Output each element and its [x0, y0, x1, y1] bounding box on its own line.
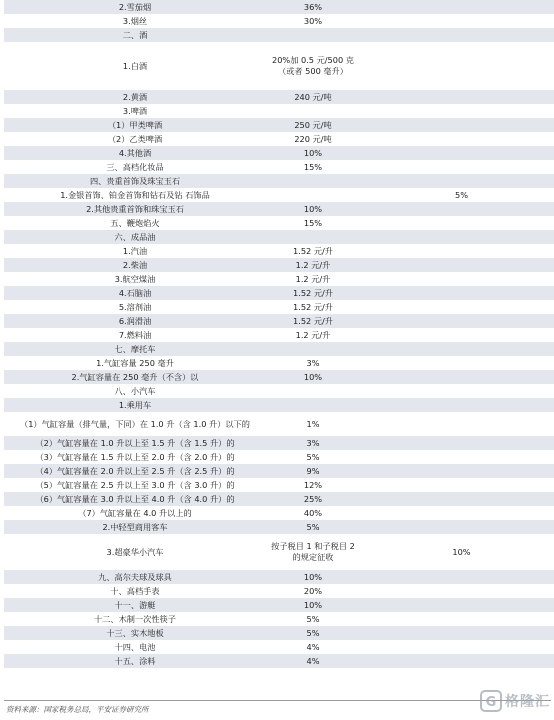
extra-rate-cell — [360, 90, 554, 104]
table-row — [4, 314, 554, 328]
item-cell: 5.溶剂油 — [118, 301, 152, 312]
table-row — [4, 612, 554, 626]
rate-cell — [266, 188, 360, 202]
table-row — [4, 570, 554, 584]
extra-rate-cell — [360, 14, 554, 28]
extra-rate-cell — [360, 464, 554, 478]
item-cell: 九、高尔夫球及球具 — [4, 570, 266, 584]
extra-rate-cell — [360, 598, 554, 612]
extra-rate-cell — [360, 626, 554, 640]
item-cell: 四、贵重首饰及珠宝玉石 — [4, 174, 266, 188]
extra-rate-cell — [360, 42, 554, 90]
extra-rate-cell — [360, 412, 554, 436]
rate-cell: 20%加 0.5 元/500 克（或者 500 毫升） — [272, 55, 354, 76]
item-cell: 2.柴油 — [4, 258, 266, 272]
item-cell: 3.烟丝 — [122, 15, 148, 26]
table-row — [4, 286, 554, 300]
rate-cell — [266, 174, 360, 188]
rate-cell: 10% — [266, 202, 360, 216]
item-cell: （1）气缸容量（排气量，下同）在 1.0 升（含 1.0 升）以下的 — [20, 418, 250, 429]
item-cell: 7.燃料油 — [118, 329, 152, 340]
extra-rate-cell — [360, 216, 554, 230]
table-row — [4, 90, 554, 104]
svg-text:G: G — [485, 695, 497, 710]
rate-cell: 30% — [303, 15, 323, 26]
extra-rate-cell — [360, 436, 554, 450]
item-cell: 2.雪茄烟 — [4, 0, 266, 14]
table-row — [4, 384, 554, 398]
item-cell: 2.气缸容量在 250 毫升（不含）以 — [4, 370, 266, 384]
consumption-tax-table — [4, 0, 554, 668]
item-cell: 十四、电池 — [114, 641, 156, 652]
table-row — [4, 258, 554, 272]
extra-rate-cell — [360, 28, 554, 42]
extra-rate-cell — [360, 384, 554, 398]
rate-cell: 5% — [266, 626, 360, 640]
item-cell: 3.航空煤油 — [114, 273, 156, 284]
item-cell: （2）气缸容量在 1.0 升以上至 1.5 升（含 1.5 升）的 — [4, 436, 266, 450]
table-row — [4, 328, 554, 342]
rate-cell: 1% — [306, 418, 320, 429]
rate-cell: 10% — [266, 370, 360, 384]
table-row — [4, 300, 554, 314]
table-row — [4, 272, 554, 286]
item-cell: （3）气缸容量在 1.5 升以上至 2.0 升（含 2.0 升）的 — [35, 451, 235, 462]
rate-cell: 1.52 元/升 — [293, 301, 333, 312]
rate-cell: 5% — [266, 520, 360, 534]
table-row — [4, 342, 554, 356]
item-cell: 六、成品油 — [4, 230, 266, 244]
source-note: 资料来源：国家税务总局，平安证券研究所 — [6, 705, 149, 714]
item-cell: 2.其他贵重首饰和珠宝玉石 — [4, 202, 266, 216]
extra-rate-cell — [360, 0, 554, 14]
rate-cell — [266, 398, 360, 412]
g-logo-icon — [480, 690, 502, 712]
table-row — [4, 412, 554, 436]
rate-cell: 220 元/吨 — [294, 133, 332, 144]
item-cell: 4.石脑油 — [4, 286, 266, 300]
table-row — [4, 492, 554, 506]
table-row — [4, 506, 554, 520]
watermark-text: 格隆汇 — [505, 694, 550, 710]
rate-cell: 25% — [266, 492, 360, 506]
extra-rate-cell — [360, 328, 554, 342]
item-cell: （1）甲类啤酒 — [4, 118, 266, 132]
rate-cell — [266, 384, 360, 398]
tax-rate-table-document — [4, 0, 551, 668]
extra-rate-cell — [360, 174, 554, 188]
extra-rate-cell — [360, 342, 554, 356]
extra-rate-cell — [360, 570, 554, 584]
rate-cell: 1.2 元/升 — [295, 273, 331, 284]
rate-cell: 3% — [306, 357, 320, 368]
extra-rate-cell — [360, 202, 554, 216]
item-cell: 1.气缸容量 250 毫升 — [96, 357, 174, 368]
table-row — [4, 584, 554, 598]
item-cell: 十一、游艇 — [4, 598, 266, 612]
rate-cell: 5% — [306, 451, 320, 462]
extra-rate-cell — [360, 118, 554, 132]
extra-rate-cell: 10% — [452, 546, 471, 557]
extra-rate-cell — [360, 450, 554, 464]
item-cell: （5）气缸容量在 2.5 升以上至 3.0 升（含 3.0 升）的 — [35, 479, 235, 490]
item-cell: 二、酒 — [4, 28, 266, 42]
rate-cell: 36% — [266, 0, 360, 14]
extra-rate-cell — [360, 230, 554, 244]
extra-rate-cell — [360, 356, 554, 370]
item-cell: （4）气缸容量在 2.0 升以上至 2.5 升（含 2.5 升）的 — [4, 464, 266, 478]
extra-rate-cell — [360, 160, 554, 174]
rate-cell: 4% — [306, 641, 320, 652]
item-cell: 2.中轻型商用客车 — [4, 520, 266, 534]
extra-rate-cell — [360, 146, 554, 160]
item-cell: 1.金银首饰、铂金首饰和钻石及钻 石饰品 — [60, 189, 210, 200]
item-cell: 八、小汽车 — [114, 385, 156, 396]
rate-cell: 1.2 元/升 — [266, 258, 360, 272]
table-row — [4, 202, 554, 216]
table-row — [4, 28, 554, 42]
rate-cell: 10% — [266, 598, 360, 612]
rate-cell: 4% — [266, 654, 360, 668]
extra-rate-cell — [360, 300, 554, 314]
rate-cell: 40% — [303, 507, 323, 518]
table-row — [4, 14, 554, 28]
table-row — [4, 188, 554, 202]
extra-rate-cell: 5% — [455, 189, 468, 200]
footer-divider — [4, 700, 551, 701]
rate-cell: 按子税目 1 和子税目 2 的规定征收 — [271, 541, 355, 562]
rate-cell: 3% — [266, 436, 360, 450]
item-cell: 五、鞭炮焰火 — [110, 217, 160, 228]
rate-cell: 10% — [266, 146, 360, 160]
table-row — [4, 654, 554, 668]
extra-rate-cell — [360, 478, 554, 492]
item-cell: 十五、涂料 — [4, 654, 266, 668]
rate-cell: 9% — [266, 464, 360, 478]
table-row — [4, 478, 554, 492]
rate-cell: 1.2 元/升 — [295, 329, 331, 340]
item-cell: 1.白酒 — [122, 60, 148, 71]
table-row — [4, 370, 554, 384]
item-cell: （7）气缸容量在 4.0 升以上的 — [78, 507, 192, 518]
rate-cell: 250 元/吨 — [266, 118, 360, 132]
extra-rate-cell — [360, 132, 554, 146]
item-cell: （2）乙类啤酒 — [107, 133, 163, 144]
extra-rate-cell — [360, 258, 554, 272]
table-row — [4, 640, 554, 654]
item-cell: 6.润滑油 — [4, 314, 266, 328]
extra-rate-cell — [360, 286, 554, 300]
extra-rate-cell — [360, 654, 554, 668]
table-row — [4, 534, 554, 570]
table-row — [4, 216, 554, 230]
rate-cell: 1.52 元/升 — [266, 314, 360, 328]
table-row — [4, 174, 554, 188]
rate-cell: 12% — [303, 479, 323, 490]
extra-rate-cell — [360, 370, 554, 384]
rate-cell — [266, 28, 360, 42]
rate-cell: 15% — [303, 217, 323, 228]
table-row — [4, 244, 554, 258]
table-row — [4, 160, 554, 174]
table-row — [4, 146, 554, 160]
rate-cell: 15% — [303, 161, 323, 172]
item-cell: 1.乘用车 — [4, 398, 266, 412]
extra-rate-cell — [360, 272, 554, 286]
extra-rate-cell — [360, 492, 554, 506]
rate-cell: 1.52 元/升 — [266, 286, 360, 300]
table-row — [4, 464, 554, 478]
table-row — [4, 42, 554, 90]
table-row — [4, 398, 554, 412]
rate-cell: 240 元/吨 — [266, 90, 360, 104]
rate-cell — [266, 104, 360, 118]
table-row — [4, 520, 554, 534]
rate-cell — [266, 230, 360, 244]
item-cell: 3.啤酒 — [122, 105, 148, 116]
item-cell: 三、高档化妆品 — [106, 161, 164, 172]
watermark-logo — [480, 690, 550, 712]
extra-rate-cell — [360, 244, 554, 258]
table-row — [4, 356, 554, 370]
item-cell: 1.汽油 — [122, 245, 148, 256]
extra-rate-cell — [360, 398, 554, 412]
table-row — [4, 118, 554, 132]
table-row — [4, 598, 554, 612]
item-cell: 4.其他酒 — [4, 146, 266, 160]
table-row — [4, 230, 554, 244]
extra-rate-cell — [360, 640, 554, 654]
item-cell: 十三、实木地板 — [4, 626, 266, 640]
extra-rate-cell — [360, 584, 554, 598]
extra-rate-cell — [360, 314, 554, 328]
rate-cell: 5% — [306, 613, 320, 624]
item-cell: 七、摩托车 — [4, 342, 266, 356]
item-cell: 十二、木制一次性筷子 — [94, 613, 176, 624]
item-cell: 十、高档手表 — [110, 585, 160, 596]
item-cell: （6）气缸容量在 3.0 升以上至 4.0 升（含 4.0 升）的 — [4, 492, 266, 506]
rate-cell — [266, 342, 360, 356]
table-row — [4, 104, 554, 118]
extra-rate-cell — [360, 520, 554, 534]
rate-cell: 20% — [303, 585, 323, 596]
extra-rate-cell — [360, 612, 554, 626]
table-row — [4, 0, 554, 14]
rate-cell: 1.52 元/升 — [293, 245, 333, 256]
table-row — [4, 436, 554, 450]
item-cell: 2.黄酒 — [4, 90, 266, 104]
extra-rate-cell — [360, 506, 554, 520]
rate-cell: 10% — [266, 570, 360, 584]
table-row — [4, 450, 554, 464]
table-row — [4, 132, 554, 146]
table-row — [4, 626, 554, 640]
table-body — [4, 0, 554, 668]
extra-rate-cell — [360, 104, 554, 118]
item-cell: 3.超豪华小汽车 — [106, 546, 164, 557]
